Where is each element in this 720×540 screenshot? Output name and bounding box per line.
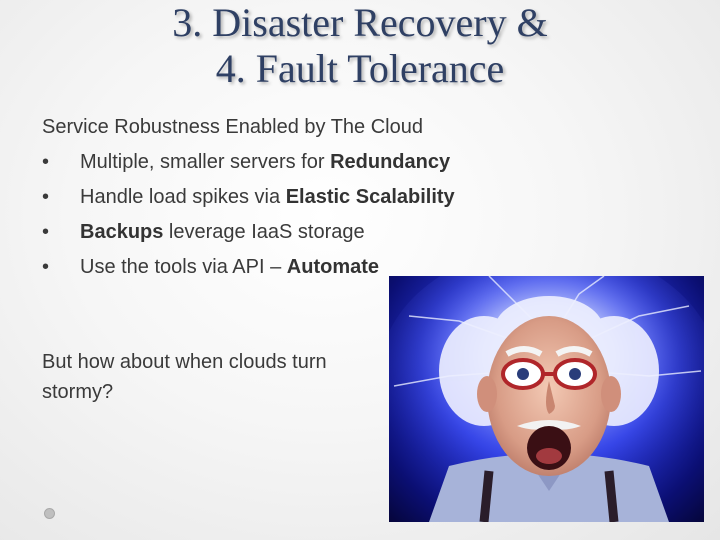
bullet-text-bold: Elastic Scalability: [285, 186, 455, 208]
bullet-text-plain: leverage IaaS storage: [163, 221, 365, 243]
scientist-illustration: [389, 276, 704, 522]
bullet-dot: •: [42, 256, 50, 278]
bullet-dot: •: [42, 151, 50, 173]
empty-bullet-icon: [44, 508, 55, 519]
title-line-1: 3. Disaster Recovery &: [172, 0, 548, 45]
bullet-text: [80, 218, 365, 246]
question-text: But how about when clouds turn stormy?: [42, 351, 327, 403]
bullet-dot: •: [42, 186, 50, 208]
bullet-text-bold: Backups: [80, 221, 164, 243]
bullet-text-bold: Automate: [286, 256, 380, 278]
bullet-text-plain: Use the tools via API –: [80, 256, 287, 278]
bullet-text: [80, 253, 379, 281]
bullet-text: [80, 183, 455, 211]
slide-title: [60, 0, 660, 92]
bullet-text-bold: Redundancy: [330, 151, 451, 173]
title-line-2: 4. Fault Tolerance: [215, 46, 505, 91]
intro-text: Service Robustness Enabled by The Cloud: [42, 116, 423, 138]
bullet-dot: •: [42, 221, 50, 243]
shocked-scientist-photo: [389, 276, 704, 522]
bullet-text-plain: Handle load spikes via: [80, 186, 286, 208]
bullet-text: [80, 148, 450, 176]
bullet-text-plain: Multiple, smaller servers for: [80, 151, 331, 173]
